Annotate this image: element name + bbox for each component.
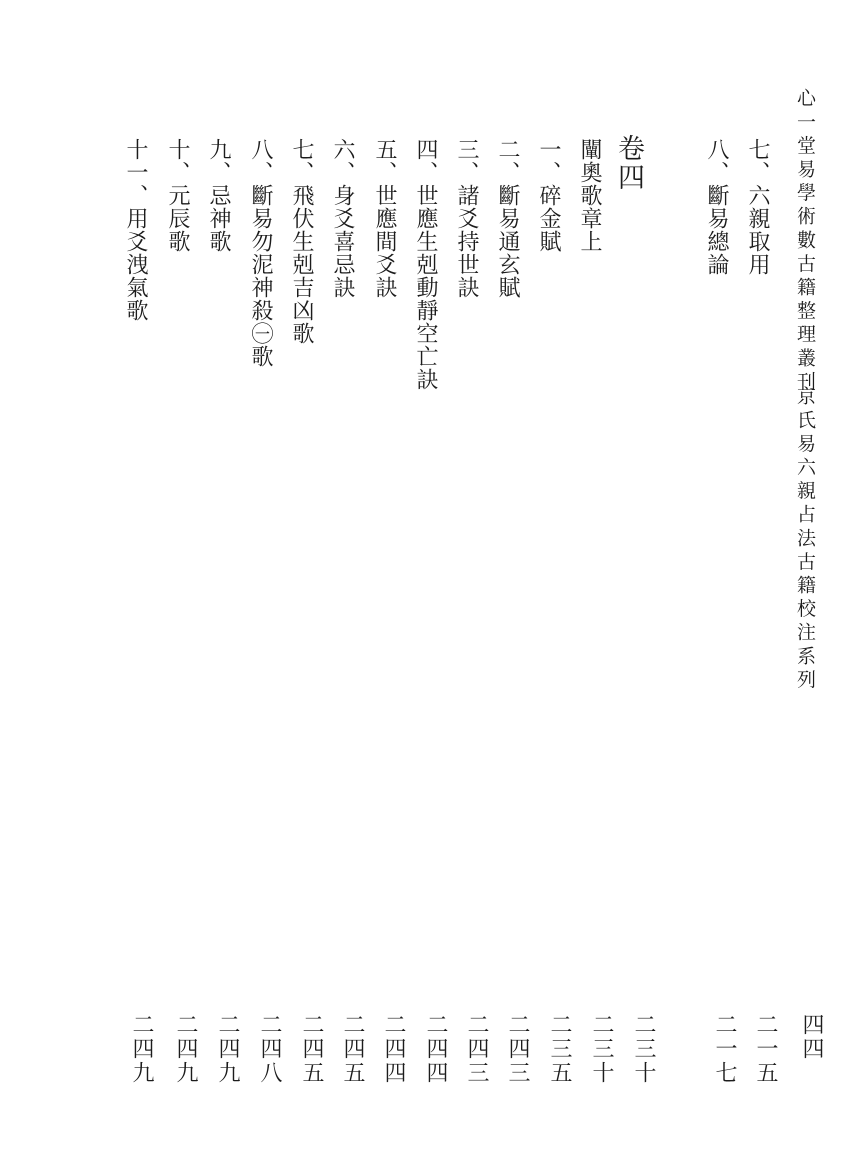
toc-page-number: 二四九 — [173, 1013, 198, 1085]
toc-entry-title: 二、斷易通玄賦 — [495, 138, 520, 299]
toc-entry-page: 二四九 — [215, 1013, 240, 1085]
toc-entry-page: 二四五 — [299, 1013, 324, 1085]
toc-entry-title: 十一、用爻洩氣歌 — [123, 138, 148, 322]
toc-entry-title: 四、世應生剋動靜空亡訣 — [413, 138, 438, 391]
toc-page-number: 二四九 — [129, 1013, 154, 1085]
toc-entry-page: 二一七 — [712, 1013, 737, 1085]
toc-entry-title: 八、斷易總論 — [704, 138, 729, 276]
toc-entry-title: 六、身爻喜忌訣 — [330, 138, 355, 299]
series-title-left: 心一堂易學術數古籍整理叢刊 — [794, 88, 816, 395]
toc-entry-title: 五、世應間爻訣 — [372, 138, 397, 299]
series-title-right: 京氏易六親占法古籍校注系列 — [794, 386, 816, 693]
toc-entry-title: 七、六親取用 — [745, 138, 770, 276]
toc-entry-page: 二四四 — [381, 1013, 406, 1085]
toc-entry-page: 二四五 — [340, 1013, 365, 1085]
toc-entry-title: 十、元辰歌 — [165, 138, 190, 253]
toc-entry-title: 七、飛伏生剋吉凶歌 — [289, 138, 314, 345]
toc-entry-page: 二三五 — [547, 1013, 572, 1085]
toc-entry-page: 二四八 — [257, 1013, 282, 1085]
volume-title: 卷四 — [613, 134, 644, 192]
toc-entry-page: 二四四 — [423, 1013, 448, 1085]
toc-entry-title: 三、諸爻持世訣 — [454, 138, 479, 299]
toc-entry-title: 一、碎金賦 — [536, 138, 561, 253]
toc-entry-page: 二三十 — [589, 1013, 614, 1085]
toc-entry-page: 二四三 — [464, 1013, 489, 1085]
toc-entry-page: 二三十 — [631, 1013, 656, 1085]
toc-entry-page: 二四三 — [505, 1013, 530, 1085]
toc-entry-title: 九、忌神歌 — [206, 138, 231, 253]
folio-number: 四四 — [799, 1013, 824, 1061]
toc-entry-page: 二一五 — [753, 1013, 778, 1085]
section-title: 闡奧歌章上 — [577, 138, 602, 253]
toc-entry-title: 八、斷易勿泥神殺㊀歌 — [248, 138, 273, 368]
